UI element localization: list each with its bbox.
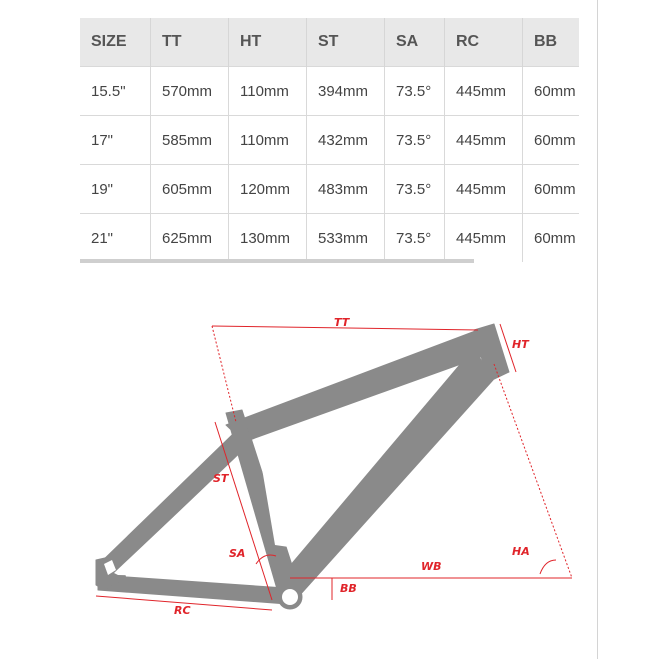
chain-stay xyxy=(98,575,287,604)
table-cell: 110mm xyxy=(229,116,307,165)
column-header: SA xyxy=(385,18,445,67)
table-cell: 21" xyxy=(80,214,151,263)
frame-geometry-diagram xyxy=(0,290,600,650)
table-cell: 60mm xyxy=(523,214,580,263)
table-cell: 570mm xyxy=(151,67,229,116)
column-header: RC xyxy=(445,18,523,67)
table-cell: 73.5° xyxy=(385,165,445,214)
column-header: ST xyxy=(307,18,385,67)
column-header: SIZE xyxy=(80,18,151,67)
bb-label: BB xyxy=(340,582,357,595)
table-cell: 445mm xyxy=(445,116,523,165)
ht-label: HT xyxy=(512,338,529,351)
table-cell: 110mm xyxy=(229,67,307,116)
tt-label: TT xyxy=(334,316,350,329)
table-cell: 73.5° xyxy=(385,116,445,165)
table-row xyxy=(80,214,579,263)
ha-label: HA xyxy=(512,545,530,558)
table-row xyxy=(80,165,579,214)
table-cell: 130mm xyxy=(229,214,307,263)
bottom-bracket-shell xyxy=(282,589,298,605)
table-cell: 432mm xyxy=(307,116,385,165)
sa-label: SA xyxy=(229,547,246,560)
column-header: HT xyxy=(229,18,307,67)
table-cell: 445mm xyxy=(445,165,523,214)
geometry-table xyxy=(80,18,579,263)
ha-angle-arc xyxy=(540,560,556,574)
table-cell: 17" xyxy=(80,116,151,165)
table-cell: 585mm xyxy=(151,116,229,165)
table-cell: 73.5° xyxy=(385,67,445,116)
table-header-row xyxy=(80,18,579,67)
table-cell: 625mm xyxy=(151,214,229,263)
column-header: BB xyxy=(523,18,580,67)
tt-guide-line xyxy=(212,326,236,422)
table-cell: 19" xyxy=(80,165,151,214)
table-scrollbar[interactable] xyxy=(80,259,474,263)
table-row xyxy=(80,67,579,116)
table-cell: 60mm xyxy=(523,116,580,165)
rc-label: RC xyxy=(174,604,191,617)
table-cell: 533mm xyxy=(307,214,385,263)
table-cell: 120mm xyxy=(229,165,307,214)
table-cell: 394mm xyxy=(307,67,385,116)
table-cell: 445mm xyxy=(445,214,523,263)
table-cell: 445mm xyxy=(445,67,523,116)
table-cell: 15.5" xyxy=(80,67,151,116)
steering-axis-line xyxy=(494,364,572,578)
column-header: TT xyxy=(151,18,229,67)
table-row xyxy=(80,116,579,165)
table-cell: 60mm xyxy=(523,165,580,214)
wb-label: WB xyxy=(421,560,442,573)
table-cell: 605mm xyxy=(151,165,229,214)
table-cell: 483mm xyxy=(307,165,385,214)
rear-triangle-gap xyxy=(114,458,262,578)
table-cell: 73.5° xyxy=(385,214,445,263)
st-label: ST xyxy=(213,472,229,485)
table-cell: 60mm xyxy=(523,67,580,116)
